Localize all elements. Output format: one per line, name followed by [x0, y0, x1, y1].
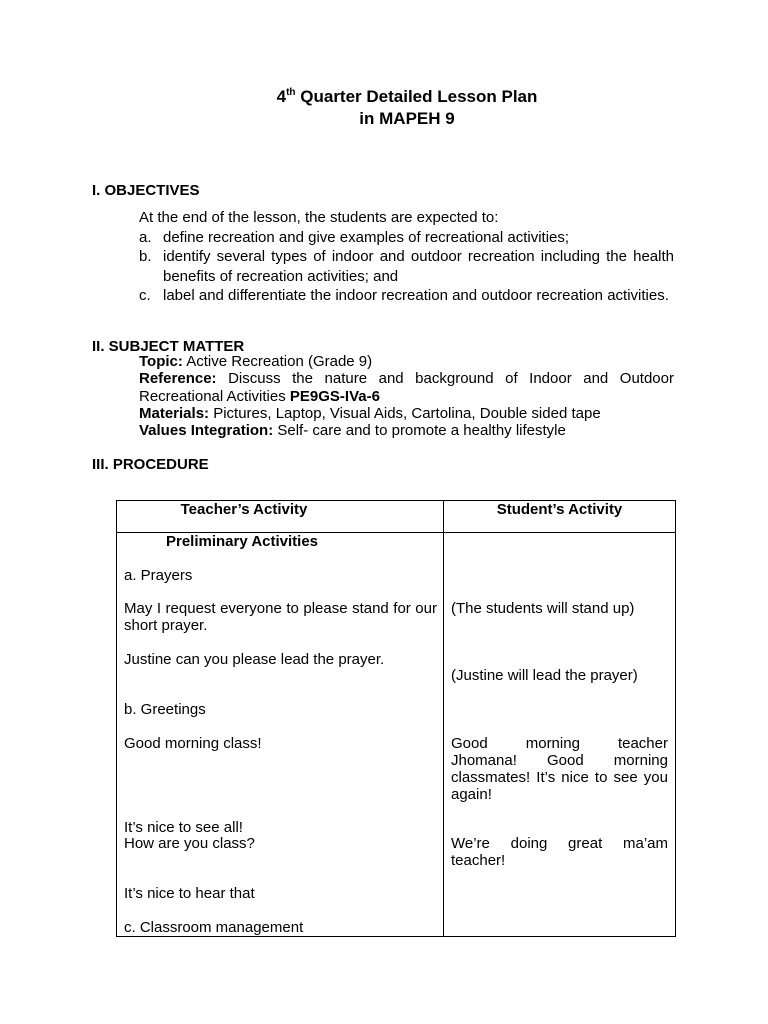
greeting-response: Good morning teacher Jhomana! Good morning classmates! It’s nice to see you again! [451, 735, 668, 803]
prayer-request-text: May I request everyone to please stand for our short prayer. [124, 600, 437, 634]
student-activity-cell [444, 533, 676, 937]
objectives-heading: I. OBJECTIVES [92, 182, 200, 199]
teacher-activity-cell [117, 533, 444, 937]
justine-lead-text: Justine can you please lead the prayer. [124, 651, 385, 668]
classroom-management-label: c. Classroom management [124, 919, 304, 936]
document-title [0, 86, 768, 130]
objective-item-a: a. define recreation and give examples of recreational activities; [139, 228, 570, 246]
students-stand-text: (The students will stand up) [451, 600, 635, 617]
good-morning-text: Good morning class! [124, 735, 262, 752]
subject-matter-section [139, 353, 674, 439]
topic-line: Topic: Active Recreation (Grade 9) [139, 353, 373, 370]
teacher-activity-header: Teacher’s Activity [117, 501, 444, 533]
doing-great-response: We’re doing great ma’am teacher! [451, 835, 668, 869]
nice-to-hear-text: It’s nice to hear that [124, 885, 255, 902]
preliminary-activities-label: Preliminary Activities [166, 533, 319, 550]
student-activity-header: Student’s Activity [444, 501, 676, 533]
table-row [117, 533, 676, 937]
greetings-label: b. Greetings [124, 701, 206, 718]
objectives-section [139, 208, 674, 306]
reference-line: Reference: Discuss the nature and background of Indoor and Outdoor Recreational Activities PE9GS-IVa-6 [139, 370, 674, 405]
nice-to-see-text: It’s nice to see all! [124, 819, 243, 836]
materials-line: Materials: Pictures, Laptop, Visual Aids, Cartolina, Double sided tape [139, 404, 601, 422]
objective-item-c: c. label and differentiate the indoor recreation and outdoor recreation activities. [139, 287, 669, 304]
procedure-heading: III. PROCEDURE [92, 456, 209, 473]
values-line: Values Integration: Self- care and to promote a healthy lifestyle [139, 422, 566, 440]
objectives-list [139, 228, 674, 306]
title-line-1: 4th Quarter Detailed Lesson Plan [276, 87, 538, 106]
how-are-you-text: How are you class? [124, 835, 255, 852]
table-header-row [117, 501, 676, 533]
prayers-label: a. Prayers [124, 567, 193, 584]
objective-item-b: b. identify several types of indoor and outdoor recreation including the health benefits of recreation activities; and [139, 248, 674, 285]
title-line-2: in MAPEH 9 [359, 109, 455, 128]
justine-lead-response: (Justine will lead the prayer) [451, 667, 638, 684]
procedure-table [116, 500, 676, 937]
subject-matter-heading: II. SUBJECT MATTER [92, 338, 245, 355]
objectives-intro: At the end of the lesson, the students are expected to: [139, 209, 499, 226]
